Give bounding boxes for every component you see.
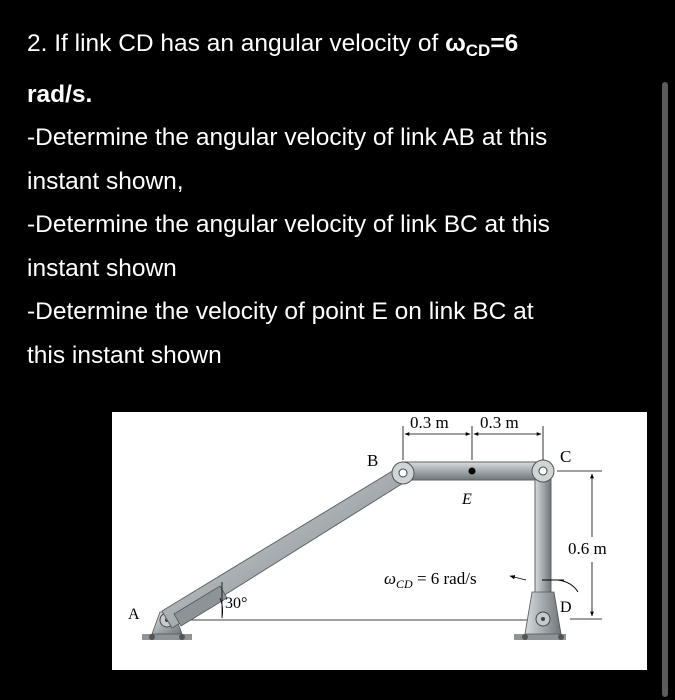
omega-cd-label (384, 569, 477, 591)
problem-line-1-text: 2. If link CD has an angular velocity of (27, 30, 446, 57)
label-c: C (560, 447, 572, 466)
omega-cd-symbol (445, 30, 519, 60)
problem-line-6: instant shown (27, 254, 177, 282)
dim-left-label: 0.3 m (410, 413, 449, 432)
omega-cd-subscript: CD (396, 577, 413, 591)
link-ab (162, 467, 408, 628)
omega-glyph: ω (445, 30, 466, 57)
omega-cd-value: = 6 rad/s (412, 569, 477, 588)
support-d (514, 592, 566, 640)
label-e: E (462, 491, 472, 508)
dim-height-label: 0.6 m (568, 539, 607, 558)
label-a: A (128, 606, 140, 623)
label-d: D (560, 599, 572, 616)
problem-line-7: -Determine the velocity of point E on link BC at (27, 298, 534, 325)
omega-subscript: CD (465, 41, 491, 60)
problem-line-1 (27, 22, 647, 73)
angle-label: 30° (225, 595, 248, 612)
problem-statement (27, 22, 647, 377)
pin-b (392, 462, 414, 484)
label-b: B (367, 451, 379, 470)
problem-line-2: rad/s. (27, 80, 93, 108)
problem-line-8: this instant shown (27, 341, 222, 369)
omega-value: =6 (490, 30, 519, 57)
pin-c (532, 460, 554, 482)
scrollbar[interactable] (662, 82, 668, 697)
dim-right-label: 0.3 m (480, 413, 519, 432)
mechanism-figure (112, 412, 647, 670)
problem-line-5: -Determine the angular velocity of link BC at this (27, 211, 550, 238)
point-e (469, 468, 476, 475)
problem-line-3: -Determine the angular velocity of link AB at this (27, 124, 548, 151)
problem-line-4: instant shown, (27, 167, 184, 195)
mechanism-diagram (112, 412, 647, 670)
omega-cd-glyph: ω (384, 569, 397, 588)
